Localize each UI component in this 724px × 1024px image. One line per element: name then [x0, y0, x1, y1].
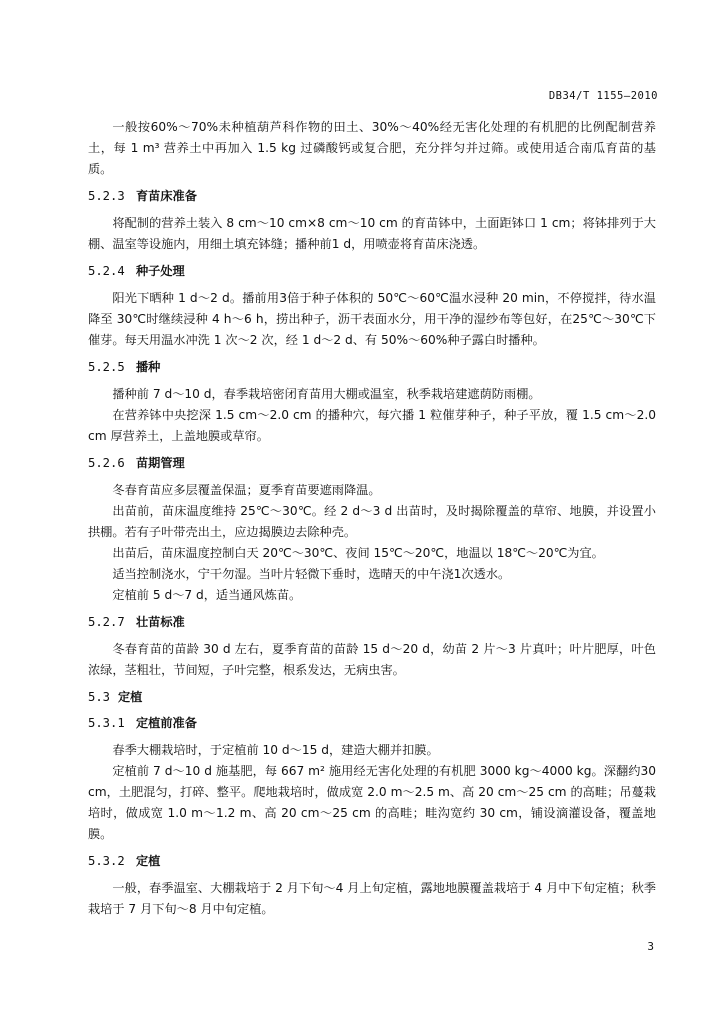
- section-number: 5.3.1: [88, 716, 125, 730]
- section-5-3-heading: [88, 688, 656, 707]
- section-number: 5.2.7: [88, 615, 125, 629]
- standard-code-header: DB34/T 1155—2010: [548, 90, 658, 102]
- section-title: 育苗床准备: [136, 189, 197, 203]
- page-number: 3: [647, 940, 654, 953]
- intro-paragraph: 一般按60%～70%未种植葫芦科作物的田土、30%～40%经无害化处理的有机肥的比例配制营养土，每 1 m³ 营养土中再加入 1.5 kg 过磷酸钙或复合肥，充分拌匀并过筛。或使用适合南瓜育苗的基质。: [88, 120, 656, 176]
- paragraph: 出苗后，苗床温度控制白天 20℃～30℃、夜间 15℃～20℃，地温以 18℃～20℃为宜。: [112, 546, 604, 560]
- section-number: 5.2.5: [88, 360, 125, 374]
- section-title: 定植: [118, 690, 143, 704]
- paragraph: 在营养钵中央挖深 1.5 cm～2.0 cm 的播种穴，每穴播 1 粒催芽种子，种子平放，覆 1.5 cm～2.0 cm 厚营养土，上盖地膜或草帘。: [88, 408, 656, 443]
- section-5-2-7-heading: [88, 613, 656, 632]
- document-body: [88, 117, 656, 920]
- section-5-3-2-heading: [88, 852, 656, 871]
- section-number: 5.2.3: [88, 189, 125, 203]
- paragraph: 冬春育苗的苗龄 30 d 左右，夏季育苗的苗龄 15 d～20 d，幼苗 2 片～3 片真叶；叶片肥厚，叶色浓绿，茎粗壮，节间短，子叶完整，根系发达，无病虫害。: [88, 642, 656, 677]
- section-5-3-1-heading: [88, 714, 656, 733]
- paragraph: 春季大棚栽培时，于定植前 10 d～15 d，建造大棚并扣膜。: [112, 743, 439, 757]
- section-5-2-5-heading: [88, 358, 656, 377]
- paragraph: 播种前 7 d～10 d，春季栽培密闭育苗用大棚或温室，秋季栽培建遮荫防雨棚。: [112, 387, 541, 401]
- paragraph: 出苗前，苗床温度维持 25℃～30℃。经 2 d～3 d 出苗时，及时揭除覆盖的草帘、地膜，并设置小拱棚。若有子叶带壳出土，应边揭膜边去除种壳。: [88, 504, 656, 539]
- paragraph: 将配制的营养土装入 8 cm～10 cm×8 cm～10 cm 的育苗钵中，土面距钵口 1 cm；将钵排列于大棚、温室等设施内，用细土填充钵缝；播种前1 d，用喷壶将育苗床浇透。: [88, 216, 656, 251]
- paragraph: 定植前 7 d～10 d 施基肥，每 667 m² 施用经无害化处理的有机肥 3000 kg～4000 kg。深翻约30 cm，土肥混匀，打碎、整平。爬地栽培时，做成宽 2.0 m～2.5 m、高 20 cm～25 cm 的高畦；吊蔓栽培时，做成宽 1.0 m～1.2 m、高 20 cm～25 cm 的高畦；畦沟宽约 30 cm，铺设滴灌设备，覆盖地膜。: [88, 764, 656, 841]
- paragraph: 适当控制浇水，宁干勿湿。当叶片轻微下垂时，选晴天的中午浇1次透水。: [112, 567, 511, 581]
- section-title: 定植: [136, 854, 161, 868]
- section-5-2-6-heading: [88, 454, 656, 473]
- section-5-2-3-heading: [88, 187, 656, 206]
- section-number: 5.2.4: [88, 264, 125, 278]
- section-5-2-4-heading: [88, 262, 656, 281]
- section-number: 5.3.2: [88, 854, 125, 868]
- paragraph: 一般，春季温室、大棚栽培于 2 月下旬～4 月上旬定植，露地地膜覆盖栽培于 4 月中下旬定植；秋季栽培于 7 月下旬～8 月中旬定植。: [88, 881, 656, 916]
- section-number: 5.3: [88, 690, 111, 704]
- section-title: 定植前准备: [136, 716, 197, 730]
- section-title: 壮苗标准: [136, 615, 185, 629]
- paragraph: 定植前 5 d～7 d，适当通风炼苗。: [112, 588, 302, 602]
- paragraph: 阳光下晒种 1 d～2 d。播前用3倍于种子体积的 50℃～60℃温水浸种 20 min，不停搅拌，待水温降至 30℃时继续浸种 4 h～6 h，捞出种子，沥干表面水分，用干净的湿纱布等包好，在25℃～30℃下催芽。每天用温水冲洗 1 次～2 次，经 1 d～2 d、有 50%～60%种子露白时播种。: [88, 291, 656, 347]
- section-number: 5.2.6: [88, 456, 125, 470]
- section-title: 播种: [136, 360, 161, 374]
- section-title: 种子处理: [136, 264, 185, 278]
- section-title: 苗期管理: [136, 456, 185, 470]
- paragraph: 冬春育苗应多层覆盖保温；夏季育苗要遮雨降温。: [112, 483, 381, 497]
